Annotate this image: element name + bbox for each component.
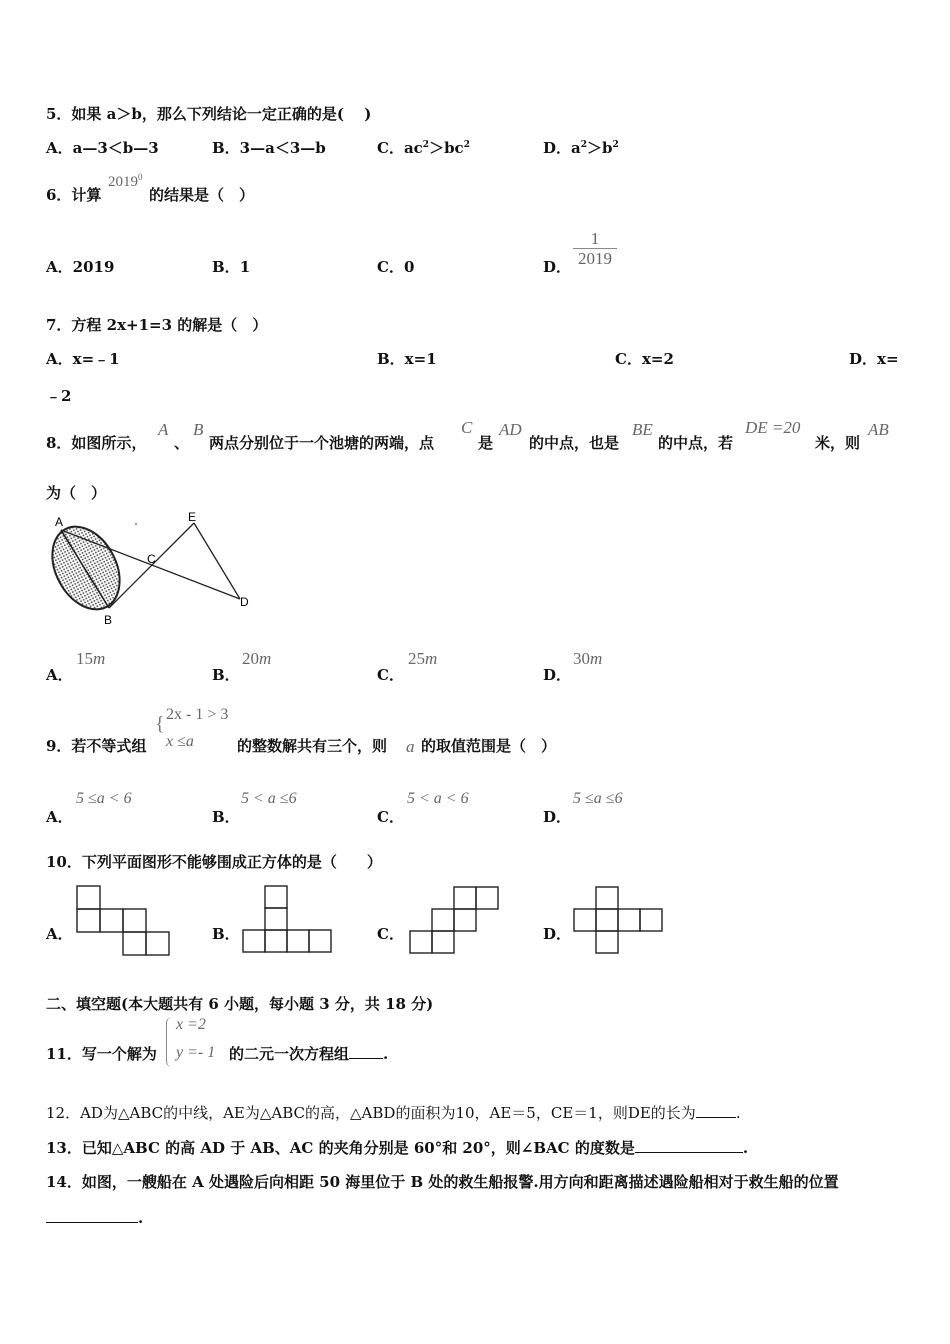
q13-stem: 13．已知△ABC 的高 AD 于 AB、AC 的夹角分别是 60°和 20°，则∠BAC 的度数是 . xyxy=(46,1139,749,1157)
q9-option-d-value: 5 ≤a ≤6 xyxy=(573,790,623,807)
q8-option-d-label: D． xyxy=(543,666,572,684)
q8-stem-part2: 是 xyxy=(478,434,494,452)
q8-stem-part3: 的中点，也是 xyxy=(529,434,620,452)
q7-option-a: A．x=﹣1 xyxy=(46,350,120,368)
q12-stem: 12．AD为△ABC的中线，AE为△ABC的高，△ABD的面积为10，AE＝5，CE＝1，则DE的长为 . xyxy=(46,1104,741,1122)
q11-equation2: y =- 1 xyxy=(176,1044,216,1061)
q9-option-b-label: B． xyxy=(212,808,240,826)
q10-option-c-label: C． xyxy=(377,925,404,943)
q8-option-b-label: B． xyxy=(212,666,240,684)
q8-option-a-value: 15m xyxy=(76,649,106,668)
figure-label-d: D xyxy=(240,595,249,609)
pond-shape xyxy=(44,515,133,621)
q8-segment-be: BE xyxy=(632,420,653,439)
q9-option-a-label: A． xyxy=(46,808,73,826)
q6-option-c: C．0 xyxy=(377,258,415,276)
q11-stem-end: 的二元一次方程组 . xyxy=(229,1045,389,1063)
q8-point-b: B xyxy=(193,420,204,439)
q8-segment-ad: AD xyxy=(499,420,522,439)
q12-answer-blank[interactable] xyxy=(696,1117,736,1118)
q5-option-b: B．3—a＜3—b xyxy=(212,139,326,157)
q9-variable-a: a xyxy=(406,737,415,756)
q8-stem-part1: 两点分别位于一个池塘的两端，点 xyxy=(209,434,435,452)
q8-de-length: DE =20 xyxy=(745,418,801,437)
q9-option-c-label: C． xyxy=(377,808,404,826)
q5-option-d: D．$a^2>b^2$ xyxy=(543,139,619,157)
q11-brace xyxy=(166,1017,173,1067)
q11-stem-start: 11．写一个解为 xyxy=(46,1045,157,1063)
q10-option-b-label: B． xyxy=(212,925,240,943)
figure-label-a: A xyxy=(55,515,64,529)
q10-option-a-label: A． xyxy=(46,925,73,943)
q9-system-line2: x ≤a xyxy=(166,733,194,750)
q7-option-d-wrap: ﹣2 xyxy=(46,387,72,405)
q7-option-b: B．x=1 xyxy=(377,350,437,368)
q8-option-b-value: 20m xyxy=(242,649,272,668)
q11-equation1: x =2 xyxy=(176,1016,206,1033)
q8-point-a: A xyxy=(158,420,169,439)
q11-answer-blank[interactable] xyxy=(349,1058,383,1059)
q8-stem-part4: 的中点，若 xyxy=(658,434,734,452)
q9-stem-part1: 的整数解共有三个，则 xyxy=(237,737,388,755)
q8-point-c: C xyxy=(461,418,473,437)
q5-stem: 5．如果 a＞b，那么下列结论一定正确的是( ) xyxy=(46,105,372,123)
q9-stem-part2: 的取值范围是（ ） xyxy=(421,737,557,755)
q6-stem-start: 6．计算 xyxy=(46,186,102,204)
q10-option-d-label: D． xyxy=(543,925,572,943)
q9-option-b-value: 5 < a ≤6 xyxy=(241,790,297,807)
q8-option-d-value: 30m xyxy=(573,649,603,668)
q13-answer-blank[interactable] xyxy=(635,1152,743,1153)
q8-stem-part5: 米，则 xyxy=(815,434,861,452)
q8-option-a-label: A． xyxy=(46,666,73,684)
q8-pond-figure xyxy=(44,510,264,630)
figure-label-c: C xyxy=(147,552,156,566)
q7-option-c: C．x=2 xyxy=(615,350,674,368)
q14-answer-line: . xyxy=(46,1209,143,1227)
figure-label-b: B xyxy=(104,613,113,627)
q9-option-c-value: 5 < a < 6 xyxy=(407,790,469,807)
q10-stem: 10．下列平面图形不能够围成正方体的是（ ） xyxy=(46,853,382,871)
q6-fraction: 1 2019 xyxy=(573,230,617,269)
q8-segment-ab: AB xyxy=(868,420,889,439)
q14-answer-blank[interactable] xyxy=(46,1222,138,1223)
q5-option-c: C．$ac^2>bc^2$ xyxy=(377,139,470,157)
q9-system-line1: 2x - 1 > 3 xyxy=(166,706,229,723)
q10-net-a xyxy=(76,885,170,957)
figure-label-e: E xyxy=(188,510,197,524)
q7-stem: 7．方程 2x+1=3 的解是（ ） xyxy=(46,316,268,334)
q9-option-d-label: D． xyxy=(543,808,572,826)
q8-stem-start: 8．如图所示， xyxy=(46,434,147,452)
q9-stem-start: 9．若不等式组 xyxy=(46,737,147,755)
q5-option-a: A．a—3＜b—3 xyxy=(46,139,159,157)
q6-option-d-label: D． xyxy=(543,258,572,276)
q10-net-d xyxy=(573,886,665,956)
q14-stem: 14．如图，一艘船在 A 处遇险后向相距 50 海里位于 B 处的救生船报警.用方向和距离描述遇险船相对于救生船的位置 xyxy=(46,1173,839,1191)
q9-brace: { xyxy=(155,713,165,735)
q6-option-a: A．2019 xyxy=(46,258,115,276)
section2-title: 二、填空题(本大题共有 6 小题，每小题 3 分，共 18 分) xyxy=(46,995,434,1013)
q8-option-c-label: C． xyxy=(377,666,404,684)
q7-option-d: D．x= xyxy=(849,350,899,368)
q8-stem-line2: 为（ ） xyxy=(46,484,107,502)
q6-option-b: B．1 xyxy=(212,258,251,276)
segment-ed xyxy=(194,523,240,599)
q8-option-c-value: 25m xyxy=(408,649,438,668)
dot-mark xyxy=(135,523,137,525)
q8-separator: 、 xyxy=(174,434,190,452)
q9-option-a-value: 5 ≤a < 6 xyxy=(76,790,132,807)
q10-net-c xyxy=(409,886,499,956)
q6-stem-end: 的结果是（ ） xyxy=(149,186,255,204)
q6-expression: 2019$^0$ xyxy=(108,172,143,190)
q10-net-b xyxy=(242,885,334,957)
